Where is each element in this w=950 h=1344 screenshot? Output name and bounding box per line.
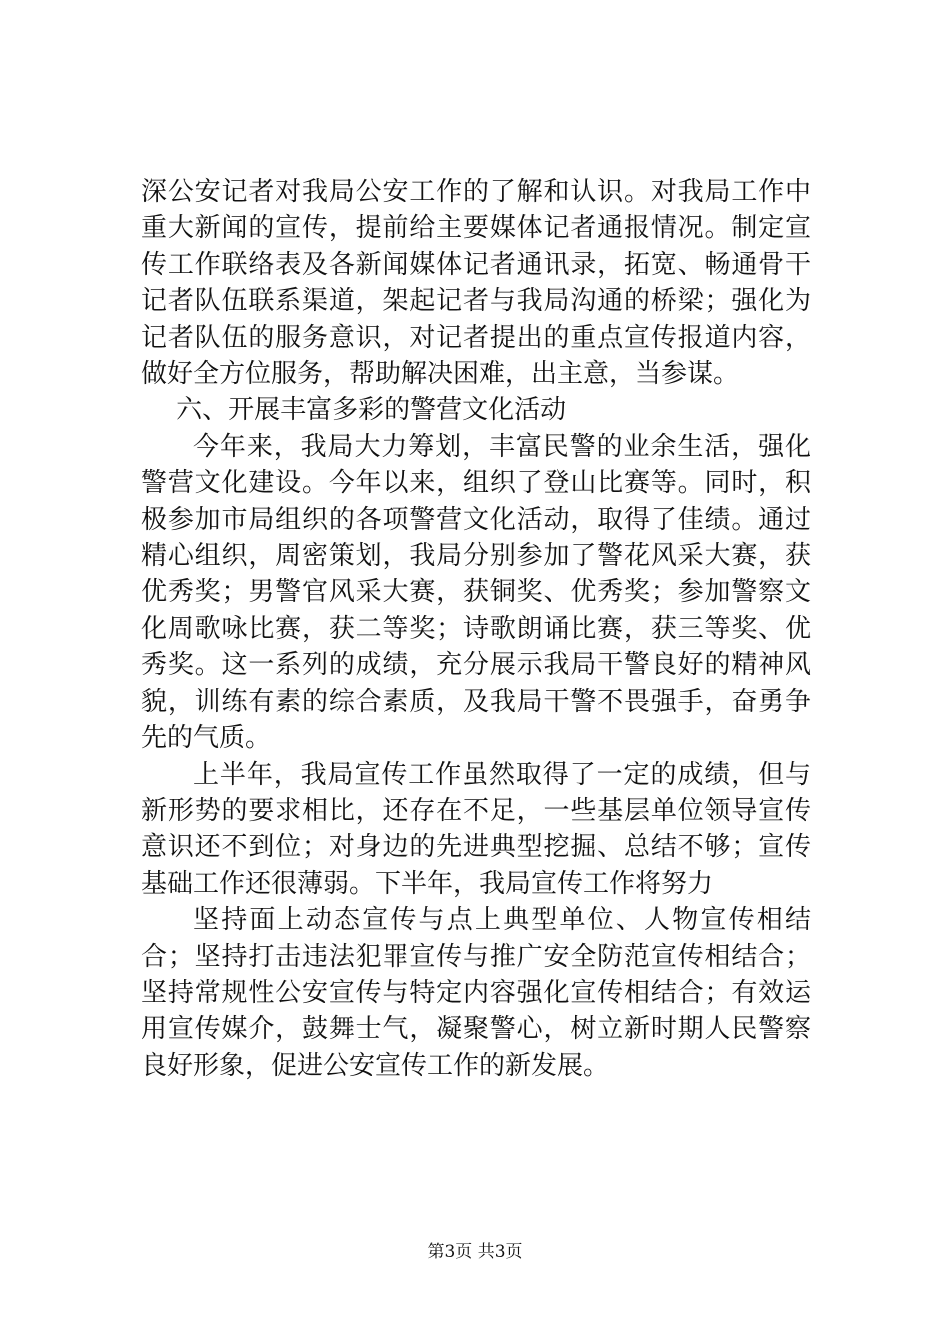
- paragraph-culture-activities: 今年来，我局大力筹划，丰富民警的业余生活，强化警营文化建设。今年以来，组织了登山比赛等。同时，积极参加市局组织的各项警营文化活动，取得了佳绩。通过精心组织，周密策划，我局分别参加了警花风采大赛，获优秀奖；男警官风采大赛，获铜奖、优秀奖；参加警察文化周歌咏比赛，获二等奖；诗歌朗诵比赛，获三等奖、优秀奖。这一系列的成绩，充分展示我局干警良好的精神风貌，训练有素的综合素质，及我局干警不畏强手，奋勇争先的气质。: [141, 431, 811, 754]
- section-heading: 六、开展丰富多彩的警营文化活动: [176, 395, 567, 426]
- paragraph-first-half-summary: 上半年，我局宣传工作虽然取得了一定的成绩，但与新形势的要求相比，还存在不足，一些基层单位领导宣传意识还不到位；对身边的先进典型挖掘、总结不够；宣传基础工作还很薄弱。下半年，我局宣传工作将努力: [141, 759, 811, 899]
- paragraph-second-half-plan: 坚持面上动态宣传与点上典型单位、人物宣传相结合；坚持打击违法犯罪宣传与推广安全防范宣传相结合；坚持常规性公安宣传与特定内容强化宣传相结合；有效运用宣传媒介，鼓舞士气，凝聚警心，树立新时期人民警察良好形象，促进公安宣传工作的新发展。: [141, 905, 811, 1081]
- paragraph-continuation: 深公安记者对我局公安工作的了解和认识。对我局工作中重大新闻的宣传，提前给主要媒体记者通报情况。制定宣传工作联络表及各新闻媒体记者通讯录，拓宽、畅通骨干记者队伍联系渠道，架起记者与我局沟通的桥梁；强化为记者队伍的服务意识，对记者提出的重点宣传报道内容，做好全方位服务，帮助解决困难，出主意，当参谋。: [141, 177, 811, 390]
- page-number-label: 第3页 共3页: [427, 1242, 523, 1262]
- page-footer: [0, 1240, 950, 1264]
- document-body: [141, 174, 811, 1084]
